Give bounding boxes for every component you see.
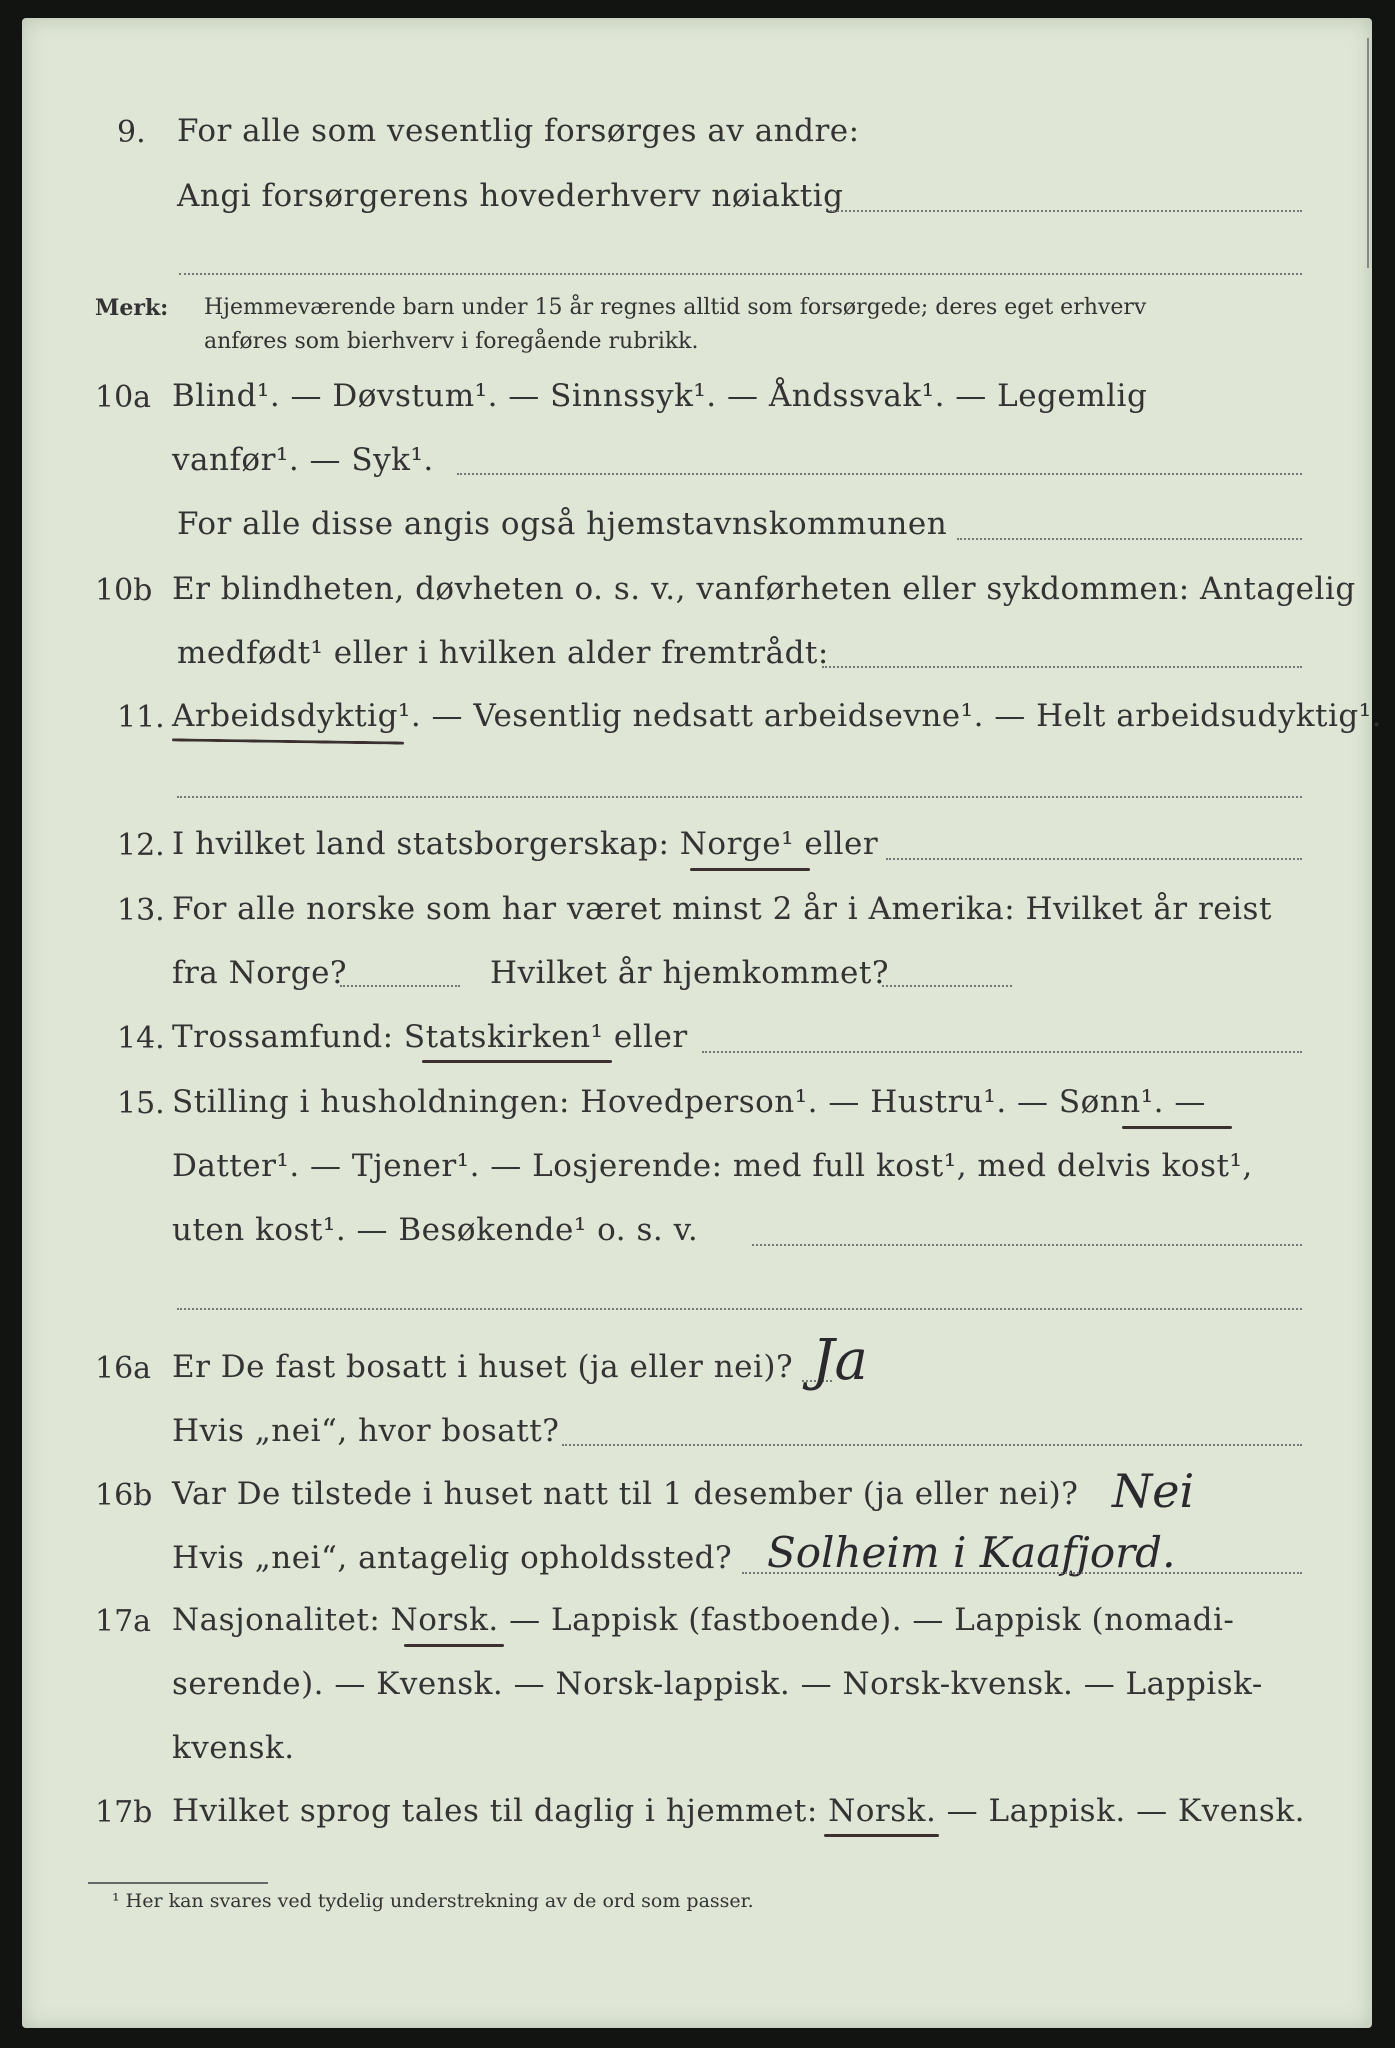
answer-underline <box>422 1060 612 1063</box>
question-number: 15. <box>117 1086 165 1121</box>
question-number: 16a <box>95 1351 152 1386</box>
answer-line <box>742 1572 1302 1574</box>
question-text: Trossamfund: Statskirken¹ eller <box>172 1019 688 1055</box>
question-text: Angi forsørgerens hovederhverv nøiaktig <box>177 178 844 214</box>
question-number: 13. <box>117 893 165 928</box>
note-label: Merk: <box>95 295 169 321</box>
question-text: Er De fast bosatt i huset (ja eller nei)? <box>172 1349 794 1385</box>
question-text: Arbeidsdyktig¹. — Vesentlig nedsatt arbeidsevne¹. — Helt arbeidsudyktig¹. <box>172 698 1383 734</box>
note-text: anføres som bierhverv i foregående rubrikk. <box>204 329 699 354</box>
footnote: ¹ Her kan svares ved tydelig understrekning av de ord som passer. <box>112 1890 754 1912</box>
handwritten-answer: Nei <box>1112 1464 1195 1518</box>
answer-line <box>702 1051 1302 1053</box>
answer-underline <box>404 1644 504 1647</box>
question-text: fra Norge? <box>172 955 348 991</box>
question-text: For alle norske som har været minst 2 år i Amerika: Hvilket år reist <box>172 891 1272 927</box>
answer-line <box>752 1244 1302 1246</box>
question-text: Hvilket år hjemkommet? <box>490 955 889 991</box>
question-text: Var De tilstede i huset natt til 1 desember (ja eller nei)? <box>172 1476 1079 1512</box>
footnote-separator <box>88 1882 268 1884</box>
answer-underline <box>824 1834 939 1837</box>
question-number: 17b <box>95 1795 153 1830</box>
question-text: Stilling i husholdningen: Hovedperson¹. — Hustru¹. — Sønn¹. — <box>172 1084 1206 1120</box>
answer-line <box>830 210 1302 212</box>
answer-line <box>177 1308 1302 1310</box>
answer-line <box>179 273 1302 275</box>
question-number: 14. <box>117 1021 165 1056</box>
question-text: I hvilket land statsborgerskap: Norge¹ eller <box>172 826 879 862</box>
answer-line <box>562 1444 1302 1446</box>
question-text: Hvilket sprog tales til daglig i hjemmet: Norsk. — Lappisk. — Kvensk. <box>172 1793 1305 1829</box>
question-number: 10b <box>95 573 153 608</box>
question-text: kvensk. <box>172 1730 295 1766</box>
answer-underline <box>1122 1126 1232 1129</box>
question-text: Blind¹. — Døvstum¹. — Sinnssyk¹. — Åndssvak¹. — Legemlig <box>172 378 1148 414</box>
question-text: For alle som vesentlig forsørges av andre: <box>177 113 860 149</box>
question-number: 11. <box>117 700 165 735</box>
question-text: uten kost¹. — Besøkende¹ o. s. v. <box>172 1212 699 1248</box>
question-text: Er blindheten, døvheten o. s. v., vanførheten eller sykdommen: Antagelig <box>172 571 1356 607</box>
answer-line <box>177 796 1302 798</box>
answer-underline <box>690 868 810 871</box>
question-number: 12. <box>117 828 165 863</box>
question-text: serende). — Kvensk. — Norsk-lappisk. — Norsk-kvensk. — Lappisk- <box>172 1666 1263 1702</box>
page-edge-line <box>1367 38 1369 268</box>
question-text: Hvis „nei“, hvor bosatt? <box>172 1413 560 1449</box>
answer-line <box>886 858 1302 860</box>
question-text: medfødt¹ eller i hvilken alder fremtrådt: <box>177 635 829 671</box>
question-number: 9. <box>117 115 146 150</box>
question-number: 16b <box>95 1478 153 1513</box>
question-text: Nasjonalitet: Norsk. — Lappisk (fastboende). — Lappisk (nomadi- <box>172 1602 1235 1638</box>
question-text: vanfør¹. — Syk¹. <box>172 442 434 478</box>
note <box>95 295 168 321</box>
census-form-page <box>22 18 1383 2028</box>
answer-line <box>957 538 1302 540</box>
handwritten-answer: Solheim i Kaafjord. <box>767 1528 1176 1577</box>
question-text: Hvis „nei“, antagelig opholdssted? <box>172 1540 733 1576</box>
answer-line <box>457 473 1302 475</box>
answer-line <box>340 985 460 987</box>
answer-underline <box>172 738 404 744</box>
note-text: Hjemmeværende barn under 15 år regnes alltid som forsørgede; deres eget erhverv <box>204 295 1147 320</box>
question-number: 17a <box>95 1604 152 1639</box>
question-number: 10a <box>95 380 152 415</box>
handwritten-answer: Ja <box>812 1328 868 1393</box>
question-text: For alle disse angis også hjemstavnskommunen <box>177 506 948 542</box>
answer-line <box>822 666 1302 668</box>
answer-line <box>882 985 1012 987</box>
question-text: Datter¹. — Tjener¹. — Losjerende: med full kost¹, med delvis kost¹, <box>172 1148 1253 1184</box>
